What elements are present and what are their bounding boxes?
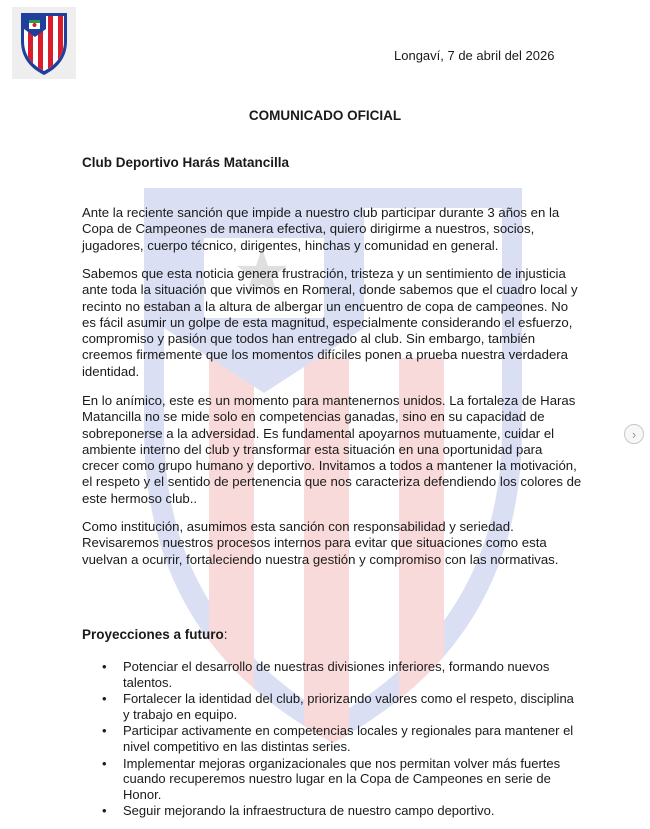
list-item-text: Participar activamente en competencias locales y regionales para mantener el nivel competitivo en las distintas series.	[123, 723, 574, 754]
list-item	[100, 803, 580, 819]
paragraph-2: Sabemos que esta noticia genera frustración, tristeza y un sentimiento de injusticia ante toda la situación que vivimos en Romeral, donde sabemos que el cuadro local y recinto no estaban a la altura de albergar un encuentro de copa de campeones. No es fácil asumir un golpe de esta magnitud, especialmente considerando el esfuerzo, compromiso y pasión que todos han entregado al club. Sin embargo, también creemos firmemente que los momentos difíciles ponen a prueba nuestra verdadera identidad.	[82, 266, 578, 379]
bullet-icon: •	[102, 659, 107, 674]
section-title-colon: :	[223, 627, 228, 642]
paragraph-1: Ante la reciente sanción que impide a nuestro club participar durante 3 años en la Copa de Campeones de manera efectiva, quiero dirigirme a nuestros, socios, jugadores, cuerpo técnico, dirigentes, hinchas y comunidad en general.	[82, 205, 560, 253]
list-item	[100, 723, 580, 754]
paragraph-4: Como institución, asumimos esta sanción con responsabilidad y seriedad. Revisaremos nuestros procesos internos para evitar que situaciones como esta vuelvan a ocurrir, fortaleciendo nuestra gestión y compromiso con las normativas.	[82, 519, 559, 567]
list-item-text: Implementar mejoras organizacionales que nos permitan volver más fuertes cuando recuperemos nuestro lugar en la Copa de Campeones en serie de Honor.	[123, 755, 561, 802]
list-item-text: Fortalecer la identidad del club, priorizando valores como el respeto, disciplina y trabajo en equipo.	[123, 691, 574, 722]
bullet-icon: •	[102, 723, 107, 739]
bullet-icon: •	[102, 691, 107, 707]
list-item-text: Potenciar el desarrollo de nuestras divisiones inferiores, formando nuevos talentos.	[123, 659, 550, 690]
list-item	[100, 691, 580, 722]
list-item	[100, 659, 580, 690]
projections-list	[100, 659, 580, 820]
club-name: Club Deportivo Harás Matancilla	[82, 155, 290, 170]
list-item	[100, 756, 580, 803]
document-date: Longaví, 7 de abril del 2026	[394, 48, 555, 63]
section-title-proyecciones	[82, 627, 228, 642]
next-page-chevron-icon[interactable]: ›	[624, 424, 644, 444]
bullet-icon: •	[102, 803, 107, 819]
section-title-text: Proyecciones a futuro	[82, 627, 224, 642]
bullet-icon: •	[102, 755, 107, 771]
list-item-text: Seguir mejorando la infraestructura de nuestro campo deportivo.	[123, 803, 495, 819]
club-crest-logo	[12, 7, 76, 79]
paragraph-3: En lo anímico, este es un momento para mantenernos unidos. La fortaleza de Haras Matancilla no se mide solo en competencias ganadas, sino en su capacidad de sobreponerse a la adversidad. Es fundamental apoyarnos mutuamente, cuidar el ambiente interno del club y transformar esta situación en una oportunidad para crecer como grupo humano y deportivo. Invitamos a todos a mantener la motivación, el respeto y el sentido de pertenencia que nos caracteriza defendiendo los colores de este hermoso club..	[82, 393, 582, 506]
document-title: COMUNICADO OFICIAL	[248, 108, 402, 123]
